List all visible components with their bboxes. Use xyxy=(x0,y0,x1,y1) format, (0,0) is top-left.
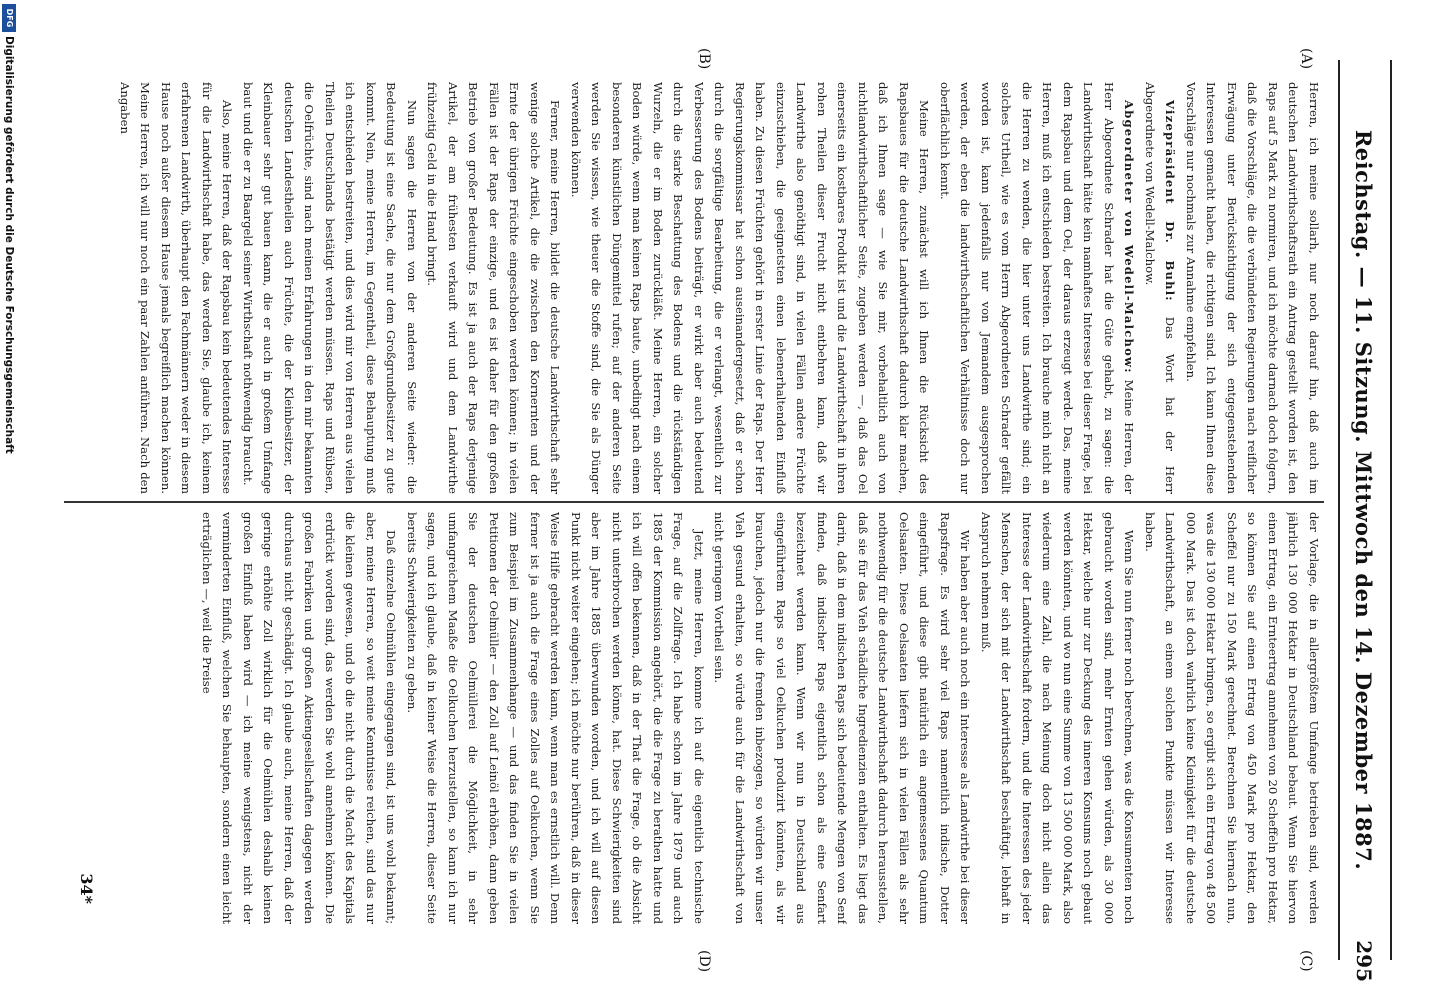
speaker-name: Abgeordneter von Wedell-Malchow: xyxy=(1122,100,1137,374)
margin-mark-a: (A) xyxy=(1298,48,1314,70)
paragraph-text: Daß einzelne Oelmühlen eingegangen sind, ist uns wohl bekannt; aber, meine Herren, so weit meine Kenntnisse reichen, sind das nur die kleinen gewesen, und ob die nicht durch die Macht des Kapitals erdrückt worden sind, das werden Sie wohl annehmen können. Die großen Fabriken und großen Aktiengesellschaften dagegen werden durchaus nicht geschädigt. Ich glaube auch, meine Herren, daß der geringe erhöhte Zoll wirklich für die Oelmühlen deshalb keinen großen Einfluß haben wird — ich meine wenigstens, nicht der verminderten Einfluß, welchen Sie behaupten, sondern einen leicht erträglichen —, weil die Preise xyxy=(200,512,399,924)
paragraph-text: Das Wort hat der Herr Abgeordnete von Wedell-Malchow. xyxy=(1143,82,1178,494)
paragraph-text: Also, meine Herren, daß der Rapsbau kein bedeutendes Interesse für die Landwirthschaft habe, das werden Sie, glaube ich, keinem erfahrenen Landwirth, überhaupt den Fachmännern weder in diesem Hause noch außer diesem Hause jemals begreiflich machen können. Meine Herren, ich will nur noch ein paar Zahlen anführen. Nach den Angaben xyxy=(118,82,235,494)
paragraph xyxy=(1181,82,1325,494)
paragraph xyxy=(402,512,710,924)
paragraph xyxy=(197,512,402,924)
paragraph-text: Nun sagen die Herren von der anderen Seite wieder: die Bedeutung ist eine Sache, die nur dem Großgrundbesitzer zu gute kommt. Nein, meine Herren, im Gegentheil, diese Behauptung muß ich entschieden bestreiten, und dies wird mir von Herren aus vielen Theilen Deutschlands bestätigt werden müssen. Raps und Rübsen, die Oelfrüchte, sind nach meinen Erfahrungen in den mir bekannten deutschen Landestheilen auch Früchte, die der Kleinbesitzer, der Kleinbauer sehr gut bauen kann, die er auch in großem Umfange baut und die er zu Baargeld seiner Wirthschaft nothwendig braucht. xyxy=(241,82,419,494)
paragraph-text: Wir haben aber auch noch ein Interesse als Landwirthe bei dieser Rapsfrage. Es wird sehr viel Raps namentlich indische, Dotter eingeführt, und diese gibt natürlich ein angemessenes Quantum Oelsaaten. Diese Oelsaaten liefern sich in vielen Fällen als sehr nothwendig für die deutsche Landwirthschaft dadurch herausstellen, daß sie für das Vieh schädliche Ingredienzien enthalten. Es liegt das darin, daß in dem indischen Raps sich bedeutende Mengen von Senf finden, daß indischer Raps eigentlich schon als eine Senfart bezeichnet werden kann. Wenn wir nun in Deutschland aus eingeführtem Raps so viel Oelkuchen produzirt könnten, als wir brauchen, jedoch nur die fremden inbezogen, so würden wir unser Vieh gesund erhalten, so würde auch für die Landwirthschaft von nicht geringem Vortheil sein. xyxy=(712,512,973,924)
paragraph xyxy=(422,82,566,494)
margin-mark-d: (D) xyxy=(696,950,712,973)
margin-mark-c: (C) xyxy=(1298,950,1314,972)
speaker-name: Vizepräsident Dr. Buhl: xyxy=(1163,100,1178,302)
digitization-note xyxy=(0,0,18,1004)
paragraph xyxy=(709,512,976,924)
header-title: Reichstag. — 11. Sitzung. Mittwoch den 14. Dezember 1887. xyxy=(1351,129,1376,871)
paragraph-text: Meine Herren, zunächst will ich Ihnen die Rücksicht des Rapsbaues für die deutsche Landwirthschaft dadurch klar machen, daß ich Ihnen sage — wie Sie mir, vorbehaltlich auch von nichtlandwirthschaftlicher Seite, zugeben werden —, daß das Oel einerseits ein kostbares Produkt ist und die Landwirthschaft in ihren rohen Theilen dieser Frucht nicht entbehren kann, daß wir Landwirthe also genöthigt sind, in vielen Fällen andere Früchte einzuschieben, die geeignetsten einen lebenerhaltenden Einfluß haben. Zu diesen Früchten gehört in erster Linie der Raps. Der Herr Regierungskommissar hat schon auseinandergesetzt, daß er schon durch die sorgfältige Bearbeitung, die er verlangt, wesentlich zur Verbesserung des Bodens beiträgt, er wirkt aber auch bedeutend durch die starke Beschattung des Bodens und die rückständigen Wurzeln, die er im Boden zurückläßt. Meine Herren, ein solcher Boden würde, wenn man keinen Raps baute, unbedingt nach einem besonderen künstlichen Düngemittel rufen; auf der anderen Seite werden Sie wissen, wie theuer die Stoffe sind, die Sie als Dünger verwenden können. xyxy=(569,82,932,494)
paragraph xyxy=(566,82,935,494)
paragraph-text: der Vorlage, die in allergrößtem Umfange betrieben sind, werden jährlich 130 000 Hektar in Deutschland bebaut. Wenn Sie hiervon einen Ertrag, ein Ernteertrag annehmen von 20 Scheffeln pro Hektar, so können Sie auf einen Ertrag von 450 Mark pro Hektar, den Scheffel nur zu 150 Mark gerechnet. Berechnen Sie hiernach nun, was die 130 000 Hektar bringen, so ergibt sich ein Ertrag von 48 500 000 Mark. Das ist doch wahrlich keine Kleinigkeit für die deutsche Landwirthschaft, an einem solchen Punkte müssen wir Interesse haben. xyxy=(1143,512,1321,924)
paragraph xyxy=(1140,82,1181,494)
paragraph-text: Jetzt, meine Herren, komme ich auf die eigentlich technische Frage, auf die Zollfrage. Ich habe schon im Jahre 1879 und auch 1885 der Kommission angehört, die die Frage zu berathen hatte und ich will offen bekennen, daß in der That die Frage, ob die Absicht nicht unterbrochen werden könne, hat. Diese Schwierigkeiten sind aber im Jahre 1885 überwunden worden, und ich will auf diesen Punkt nicht weiter eingehen; ich möchte nur berühren, daß in dieser Weise Hilfe gebracht werden kann, wenn man es ernstlich will. Denn ferner ist ja auch die Frage eines Zolles auf Oelkuchen, wenn Sie zum Beispiel im Zusammenhange — und das finden Sie in vielen Petitionen der Oelmüller — den Zoll auf Leinöl erhöhen, dann geben Sie der deutschen Oelmüllerei die Möglichkeit, in sehr umfangreichem Maaße die Oelkuchen herzustellen, so kann ich nur sagen, und ich glaube, daß in keiner Weise die Herren, dieser Seite bereits Schwierigkeiten zu geben. xyxy=(405,512,706,924)
dfg-logo-text: DFG xyxy=(5,8,14,28)
header-rule xyxy=(1338,60,1340,960)
top-rule xyxy=(1390,60,1392,960)
paragraph-text: Meine Herren, der Herr Abgeordnete Schrader hat die Güte gehabt, zu sagen: die Landwirthschaft hätte kein namhaftes Interesse bei dieser Frage, bei dem Rapsbau und dem Oel, der daraus erzeugt werde. Das, meine Herren, muß ich entschieden bestreiten. Ich brauche mich nicht an die Herren zu wenden, die hier unter uns Landwirthe sind; ein solches Urtheil, wie es vom Herrn Abgeordneten Schrader gefällt worden ist, kann jedenfalls nur von Jemandem ausgesprochen werden, der eben die landwirthschaftlichen Verhältnisse doch nur oberflächlich kennt. xyxy=(938,82,1137,494)
column-divider xyxy=(64,501,1324,503)
paragraph xyxy=(115,82,238,494)
paragraph xyxy=(935,82,1140,494)
paragraph xyxy=(1140,512,1325,924)
page-number: 295 xyxy=(1352,940,1376,982)
paragraph xyxy=(976,512,1140,924)
paragraph-text: Ferner, meine Herren, bildet die deutsche Landwirthschaft sehr wenige solche Artikel, die die zwischen den Kornernten und der Ernte der übrigen Früchte eingeschoben werden können; in vielen Fällen ist der Raps der einzige, und es ist daher für den großen Betrieb von großer Bedeutung. Es ist ja auch der Raps derjenige Artikel, der am frühesten verkauft wird und dem Landwirthe frühzeitig Geld in die Hand bringt. xyxy=(425,82,563,494)
page-header xyxy=(1344,0,1380,1000)
digitization-note-text: Digitalisierung gefördert durch die Deutsche Forschungsgemeinschaft xyxy=(3,36,15,454)
margin-mark-b: (B) xyxy=(696,48,712,70)
dfg-logo xyxy=(2,4,16,32)
left-text-column xyxy=(64,82,1324,494)
paragraph-text: Wenn Sie nun ferner noch berechnen, was die Konsumenten noch gebraucht worden sind, mehr Ernten gehen würden, als 30 000 Hektar, welche nur zur Deckung des inneren Konsums noch gebaut werden könnten, und wo nun eine Summe von 13 500 000 Mark, also wiederum eine Zahl, die nach Meinung doch nicht allein das Interesse der Landwirthschaft fordern, und die Interessen des jeder Menschen, der sich mit der Landwirthschaft beschäftigt, lebhaft in Anspruch nehmen muß. xyxy=(979,512,1137,924)
right-text-column xyxy=(64,512,1324,924)
paragraph xyxy=(238,82,423,494)
paragraph-text: Herren, ich meine sollarh, nur noch darauf hin, daß auch im deutschen Landwirthschaftsrath ein Antrag gestellt worden ist, den Raps auf 5 Mark zu normiren, und ich möchte darnach doch folgern, daß die Vorschläge, die die verbündeten Regierungen nach reiflicher Erwägung unter Berücksichtigung der sich entgegenstehenden Interessen gemacht haben, die richtigen sind. Ich kann Ihnen diese Vorschläge nur nochmals zur Annahme empfehlen. xyxy=(1184,82,1321,494)
signature-mark: 34* xyxy=(77,873,96,904)
